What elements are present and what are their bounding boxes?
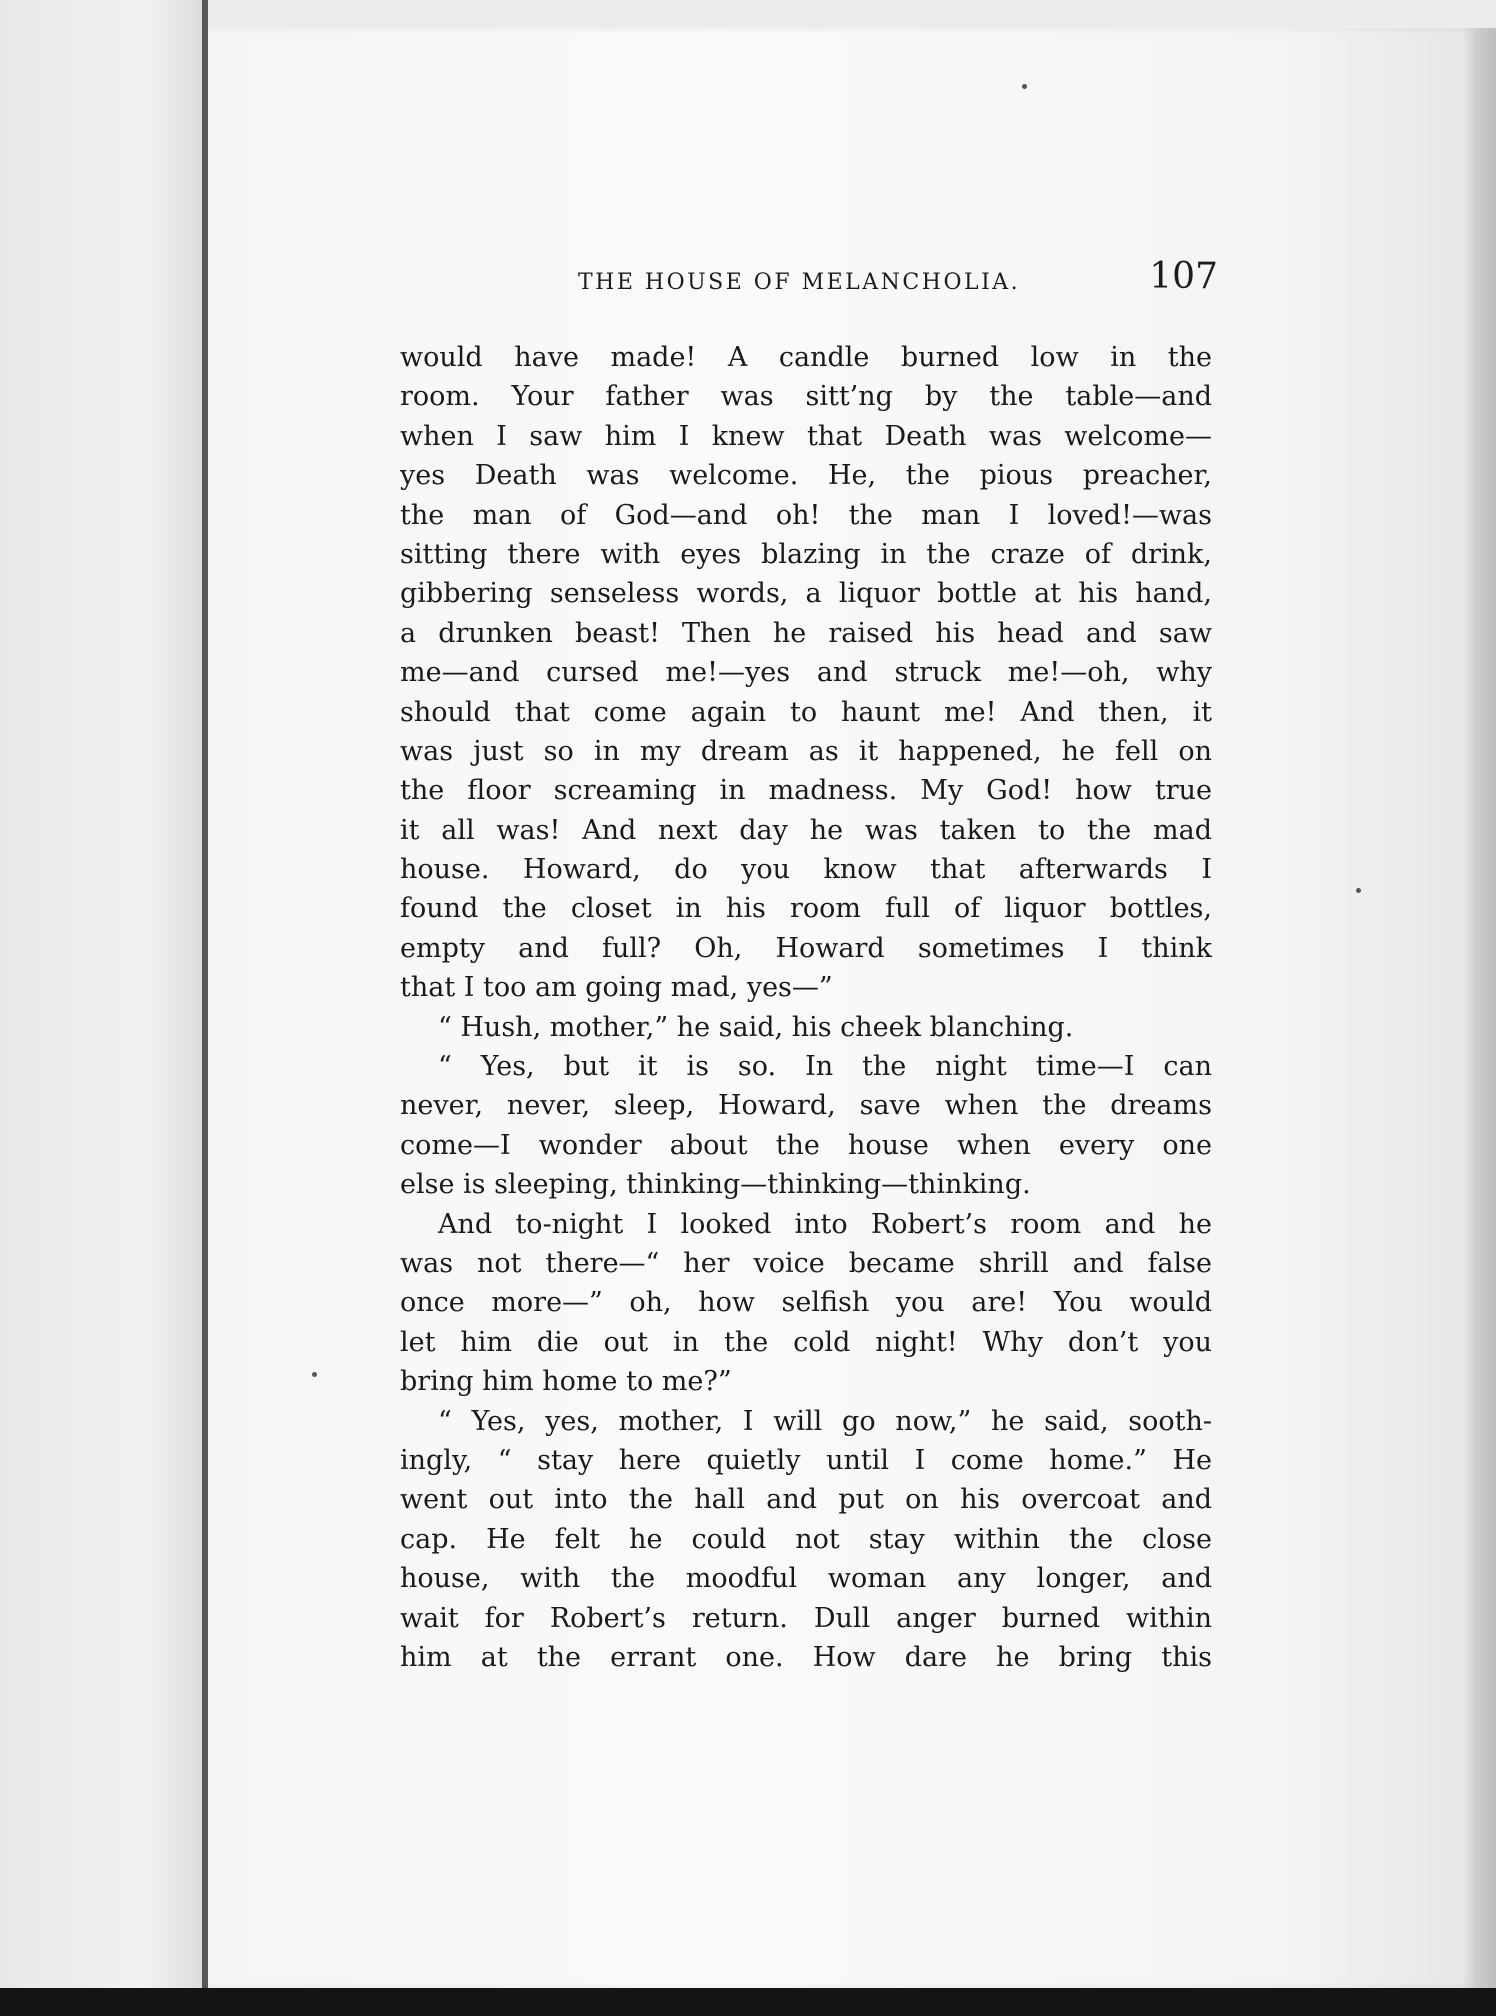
text-line: And to-night I looked into Robert’s room and he: [438, 1208, 1212, 1240]
scan-border: [0, 1988, 1496, 2016]
text-line: would have made! A candle burned low in the: [400, 342, 1212, 373]
text-line: else is sleeping, thinking—thinking—thinking.: [400, 1169, 1031, 1201]
text-line: room. Your father was sitt’ng by the table—and: [400, 381, 1212, 413]
text-line: that I too am going mad, yes—”: [400, 972, 833, 1004]
text-line: was not there—“ her voice became shrill and false: [400, 1247, 1212, 1279]
scan-speck: [312, 1372, 317, 1377]
text-line: the floor screaming in madness. My God! how true: [400, 775, 1212, 807]
text-line: a drunken beast! Then he raised his head and saw: [400, 617, 1212, 649]
text-line: sitting there with eyes blazing in the craze of drink,: [400, 538, 1212, 570]
text-line: him at the errant one. How dare he bring this: [400, 1641, 1212, 1673]
text-line: was just so in my dream as it happened, he fell on: [400, 735, 1212, 767]
text-line: gibbering senseless words, a liquor bottle at his hand,: [400, 578, 1212, 610]
text-line: bring him home to me?”: [400, 1366, 732, 1398]
left-blank-page: [0, 0, 206, 1990]
text-line: “ Yes, but it is so. In the night time—I can: [438, 1051, 1212, 1083]
text-line: went out into the hall and put on his overcoat and: [400, 1484, 1212, 1516]
page-header: [578, 256, 1218, 308]
page-edge: [1474, 28, 1496, 1988]
text-line: house, with the moodful woman any longer, and: [400, 1563, 1212, 1595]
text-line: “ Hush, mother,” he said, his cheek blanching.: [438, 1011, 1074, 1043]
text-line: it all was! And next day he was taken to the mad: [400, 814, 1212, 846]
scan-speck: [1356, 888, 1361, 893]
body-text: [400, 338, 1212, 1677]
text-line: cap. He felt he could not stay within the close: [400, 1523, 1212, 1555]
text-line: found the closet in his room full of liquor bottles,: [400, 893, 1212, 925]
text-line: once more—” oh, how selfish you are! You would: [400, 1287, 1212, 1319]
text-line: should that come again to haunt me! And then, it: [400, 696, 1212, 728]
scan-speck: [1022, 84, 1027, 89]
text-line: me—and cursed me!—yes and struck me!—oh, why: [400, 657, 1212, 689]
text-line: “ Yes, yes, mother, I will go now,” he said, sooth-: [438, 1405, 1212, 1437]
text-line: ingly, “ stay here quietly until I come home.” He: [400, 1444, 1212, 1476]
page-number: 107: [1149, 256, 1218, 297]
running-head: THE HOUSE OF MELANCHOLIA.: [578, 270, 1021, 295]
text-line: house. Howard, do you know that afterwards I: [400, 854, 1212, 886]
text-line: come—I wonder about the house when every one: [400, 1129, 1212, 1161]
text-line: yes Death was welcome. He, the pious preacher,: [400, 460, 1212, 492]
text-line: wait for Robert’s return. Dull anger burned within: [400, 1602, 1212, 1634]
text-line: never, never, sleep, Howard, save when the dreams: [400, 1090, 1212, 1122]
text-line: empty and full? Oh, Howard sometimes I think: [400, 932, 1212, 964]
text-line: the man of God—and oh! the man I loved!—was: [400, 499, 1212, 531]
text-line: when I saw him I knew that Death was welcome—: [400, 420, 1212, 452]
text-line: let him die out in the cold night! Why don’t you: [400, 1326, 1212, 1358]
